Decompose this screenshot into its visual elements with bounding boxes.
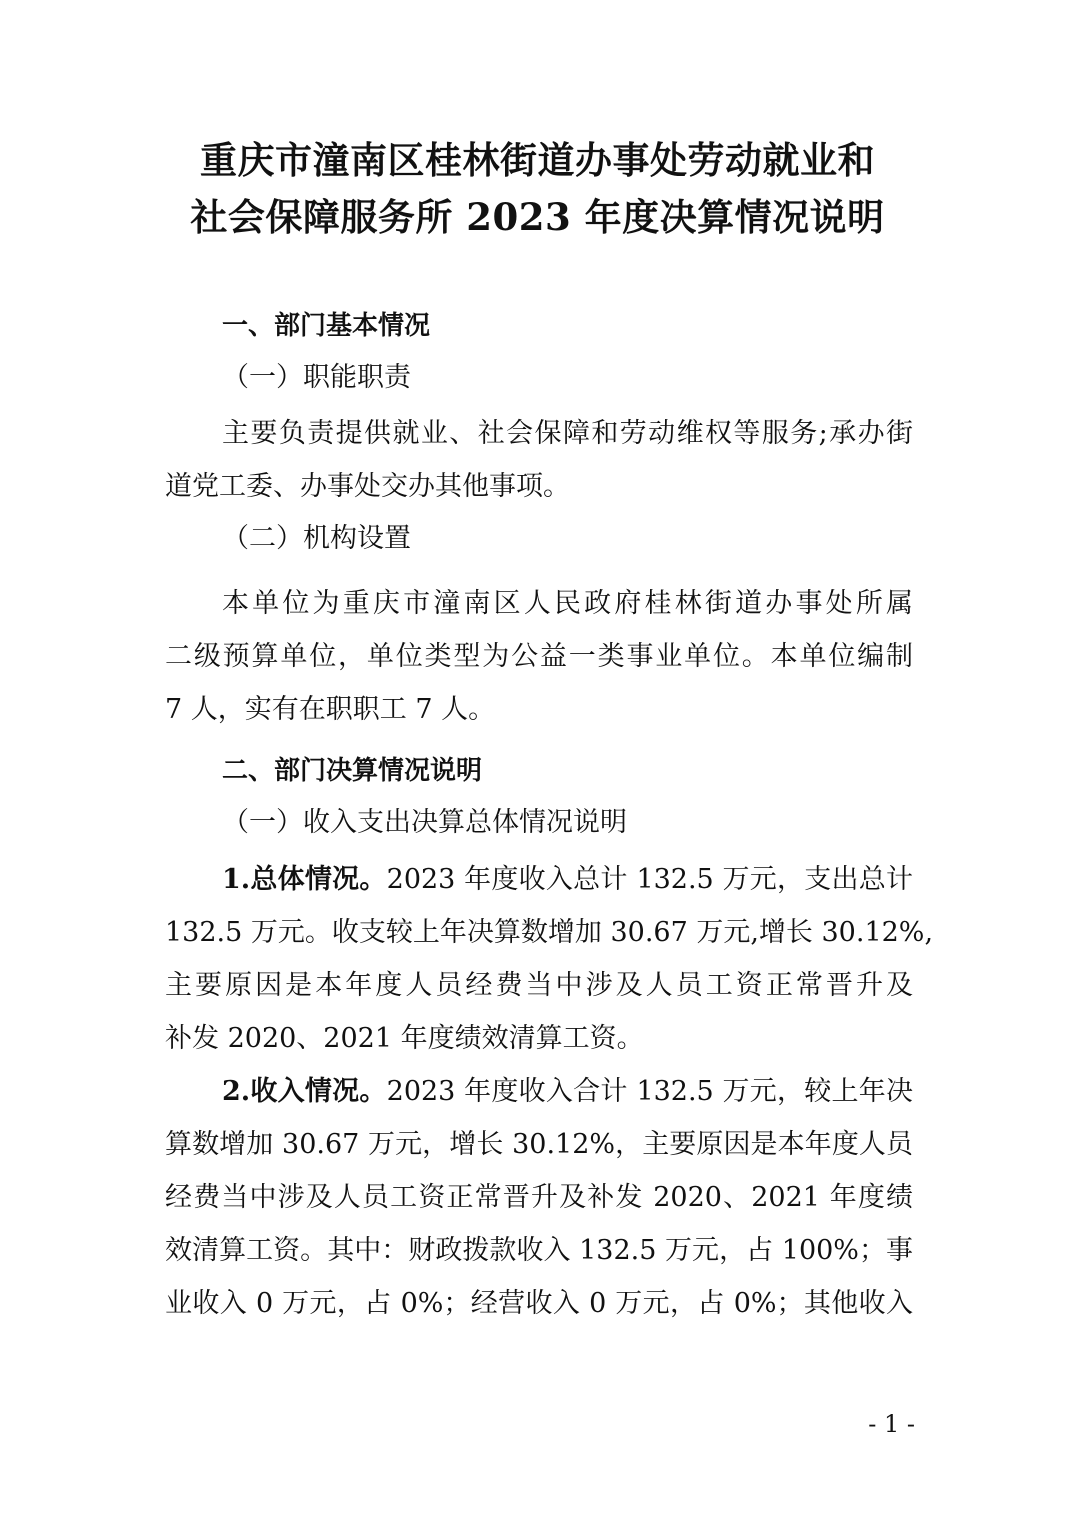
document-title-line-2: 社会保障服务所 2023 年度决算情况说明	[190, 195, 885, 239]
paragraph-line	[222, 1072, 913, 1112]
paragraph-text: 2023 年度收入总计 132.5 万元，支出总计	[386, 864, 914, 895]
paragraph-line: 二级预算单位，单位类型为公益一类事业单位。本单位编制	[165, 641, 913, 672]
page-number: - 1 -	[868, 1410, 915, 1438]
section-2-heading: 二、部门决算情况说明	[222, 756, 483, 786]
paragraph-label: 2.收入情况。	[222, 1076, 387, 1107]
section-1-heading: 一、部门基本情况	[222, 311, 431, 341]
paragraph-line: 主要负责提供就业、社会保障和劳动维权等服务;承办街	[222, 418, 913, 449]
section-1-sub-2-heading: （二）机构设置	[222, 523, 411, 554]
document-title-line-1: 重庆市潼南区桂林街道办事处劳动就业和	[200, 138, 875, 182]
paragraph-line: 算数增加 30.67 万元，增长 30.12%，主要原因是本年度人员	[165, 1129, 913, 1160]
paragraph-line: 效清算工资。其中：财政拨款收入 132.5 万元，占 100%；事	[165, 1235, 913, 1266]
paragraph-line: 补发 2020、2021 年度绩效清算工资。	[165, 1023, 644, 1054]
paragraph-line: 132.5 万元。收支较上年决算数增加 30.67 万元,增长 30.12%,	[165, 917, 934, 948]
section-2-sub-1-heading: （一）收入支出决算总体情况说明	[222, 807, 627, 838]
paragraph-label: 1.总体情况。	[222, 864, 387, 895]
paragraph-line: 本单位为重庆市潼南区人民政府桂林街道办事处所属	[222, 588, 913, 619]
paragraph-line	[222, 860, 913, 900]
section-1-sub-1-heading: （一）职能职责	[222, 362, 411, 393]
paragraph-line: 主要原因是本年度人员经费当中涉及人员工资正常晋升及	[165, 970, 913, 1001]
paragraph-line: 7 人，实有在职职工 7 人。	[165, 694, 496, 725]
paragraph-text: 2023 年度收入合计 132.5 万元，较上年决	[386, 1076, 914, 1107]
paragraph-line: 业收入 0 万元，占 0%；经营收入 0 万元，占 0%；其他收入	[165, 1288, 913, 1319]
paragraph-line: 经费当中涉及人员工资正常晋升及补发 2020、2021 年度绩	[165, 1182, 913, 1213]
paragraph-line: 道党工委、办事处交办其他事项。	[165, 471, 570, 502]
